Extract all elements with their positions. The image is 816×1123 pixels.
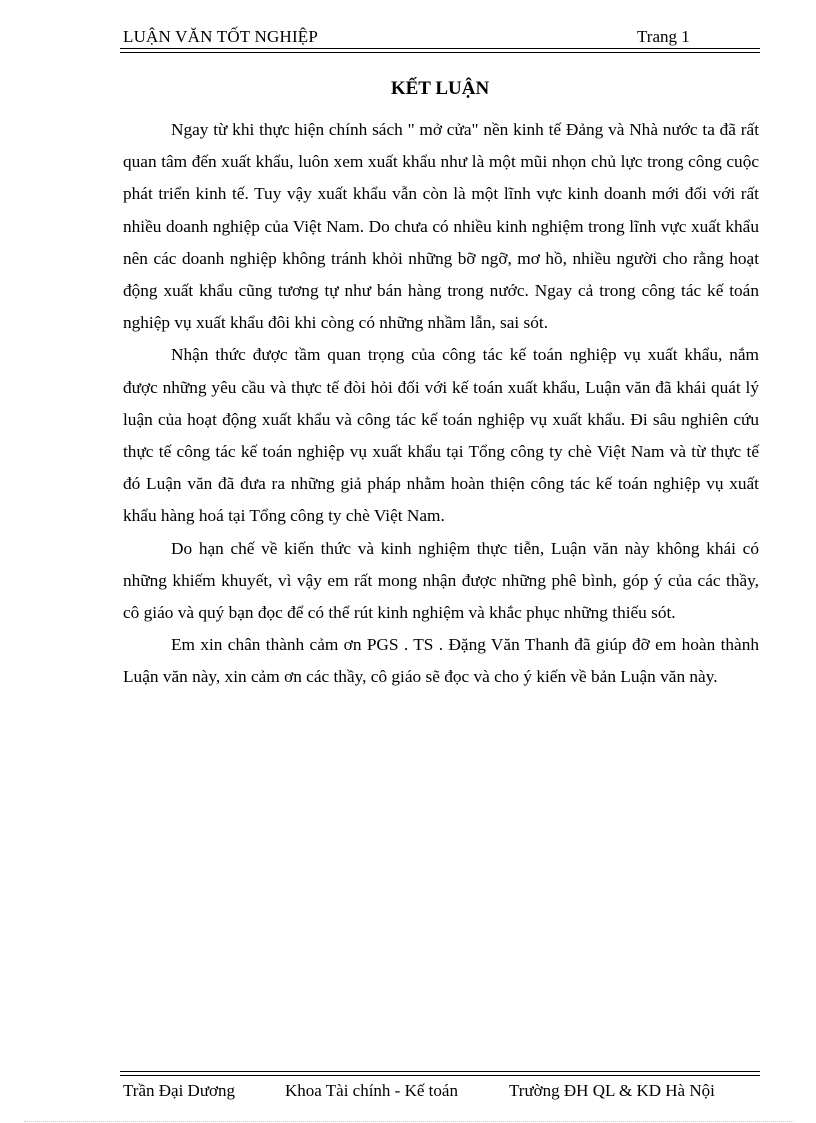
footer-faculty: Khoa Tài chính - Kế toán	[285, 1081, 458, 1100]
body-text	[123, 114, 759, 694]
paragraph-2: Nhận thức được tầm quan trọng của công tác kế toán nghiệp vụ xuất khẩu, nắm được những yêu cầu và thực tế đòi hỏi đối với kế toán xuất khẩu, Luận văn đã khái quát lý luận của hoạt động xuất khẩu và công tác kế toán nghiệp vụ xuất khẩu. Đi sâu nghiên cứu thực tế công tác kế toán nghiệp vụ xuất khẩu tại Tổng công ty chè Việt Nam và từ thực tế đó Luận văn đã đưa ra những giả pháp nhằm hoàn thiện công tác kế toán nghiệp vụ xuất khẩu hàng hoá tại Tổng công ty chè Việt Nam.	[123, 345, 759, 526]
footer-author: Trần Đại Dương	[123, 1081, 236, 1100]
paragraph-4: Em xin chân thành cảm ơn PGS . TS . Đặng Văn Thanh đã giúp đỡ em hoàn thành Luận văn này, xin cảm ơn các thầy, cô giáo sẽ đọc và cho ý kiến về bản Luận văn này.	[123, 635, 759, 687]
header-rule-bottom	[120, 52, 760, 53]
header-title: LUẬN VĂN TỐT NGHIỆP	[123, 27, 319, 46]
header-rule-top	[120, 48, 760, 49]
paragraph-1: Ngay từ khi thực hiện chính sách " mở cửa" nền kinh tế Đảng và Nhà nước ta đã rất quan tâm đến xuất khẩu, luôn xem xuất khẩu như là một mũi nhọn chủ lực trong công cuộc phát triển kinh tế. Tuy vậy xuất khẩu vẫn còn là một lĩnh vực kinh doanh mới đối với rất nhiều doanh nghiệp của Việt Nam. Do chưa có nhiều kinh nghiệm trong lĩnh vực xuất khẩu nên các doanh nghiệp không tránh khỏi những bỡ ngỡ, mơ hồ, nhiều người cho rằng hoạt động xuất khẩu cũng tương tự như bán hàng trong nước. Ngay cả trong công tác kế toán nghiệp vụ xuất khẩu đôi khi còng có những nhầm lẫn, sai sót.	[123, 120, 759, 333]
page-bottom-border	[24, 1121, 794, 1122]
page-header	[120, 24, 760, 46]
paragraph-3: Do hạn chế về kiến thức và kinh nghiệm thực tiễn, Luận văn này không khái có những khiếm khuyết, vì vậy em rất mong nhận được những phê bình, góp ý của các thầy, cô giáo và quý bạn đọc để có thể rút kinh nghiệm và khắc phục những thiếu sót.	[123, 538, 759, 623]
footer-rule-top	[120, 1071, 760, 1072]
footer-school: Trường ĐH QL & KD Hà Nội	[509, 1081, 715, 1100]
section-title: KẾT LUẬN	[390, 78, 490, 99]
page-number: Trang 1	[637, 27, 690, 46]
page-footer	[123, 1076, 763, 1102]
